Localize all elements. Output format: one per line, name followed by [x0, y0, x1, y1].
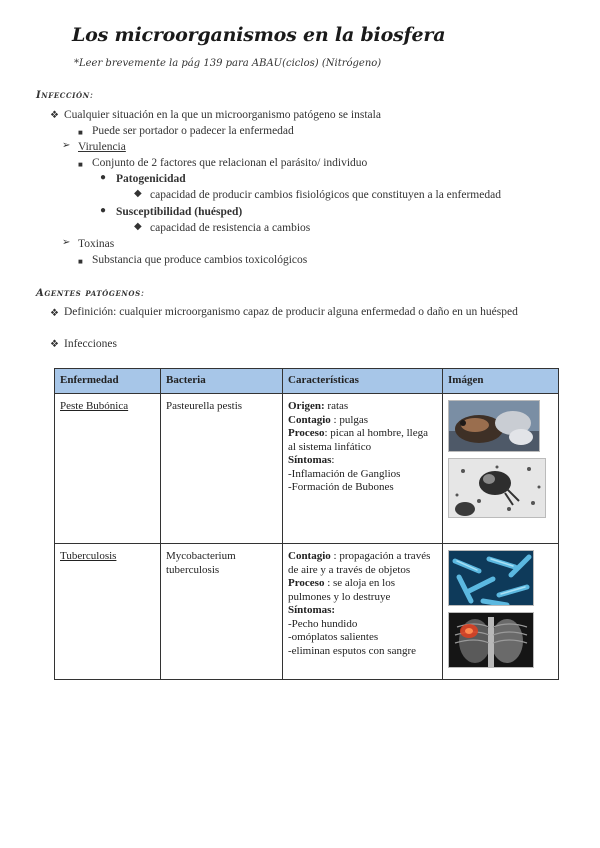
char-line: [288, 577, 437, 604]
section-heading-infeccion: [36, 90, 94, 101]
cell-imagen: [443, 394, 559, 544]
disease-name: Peste Bubónica: [60, 400, 129, 412]
char-line: [288, 454, 437, 468]
char-line: [288, 645, 437, 659]
char-text: -omóplatos salientes: [288, 631, 379, 643]
list-item-patogenicidad-def: capacidad de producir cambios fisiológicos que constituyen a la enfermedad: [150, 189, 501, 201]
cell-imagen: [443, 544, 559, 680]
header-imagen: Imágen: [443, 369, 559, 394]
char-line: [288, 631, 437, 645]
square-bullet-icon: ■: [78, 160, 83, 169]
cell-bacteria: Pasteurella pestis: [161, 394, 283, 544]
char-line: [288, 618, 437, 632]
table-row: [55, 544, 559, 680]
header-enfermedad: Enfermedad: [55, 369, 161, 394]
cell-enfermedad: [55, 544, 161, 680]
page-title: Los microorganismos en la biosfera: [72, 24, 446, 46]
header-bacteria: Bacteria: [161, 369, 283, 394]
diamond-bullet-icon: ◆: [134, 221, 142, 232]
char-label: Síntomas: [288, 454, 332, 466]
char-text: : pican al hombre, llega al sistema linfático: [288, 427, 428, 453]
char-text: : pulgas: [330, 413, 369, 426]
cell-caracteristicas: [283, 394, 443, 544]
char-text: ratas: [324, 400, 349, 412]
square-bullet-icon: ■: [78, 128, 83, 137]
arrow-bullet-icon: ➢: [62, 237, 71, 248]
char-text: : propagación a través de aire y a través de objetos: [288, 550, 431, 576]
disease-name: Tuberculosis: [60, 550, 117, 562]
char-line: [288, 414, 437, 428]
list-item-toxinas-def: Substancia que produce cambios toxicológicos: [92, 254, 308, 266]
heading-colon: :: [140, 288, 145, 299]
cell-bacteria: Mycobacterium tuberculosis: [161, 544, 283, 680]
diamond-bullet-icon: ❖: [50, 110, 59, 121]
char-text: :: [331, 454, 335, 466]
section-heading-agentes: [36, 288, 145, 299]
header-caracteristicas: Características: [283, 369, 443, 394]
list-item-virulencia-def: Conjunto de 2 factores que relacionan el parásito/ individuo: [92, 157, 368, 169]
char-text: -eliminan esputos con sangre: [288, 644, 416, 657]
char-line: [288, 604, 437, 618]
page-subtitle: *Leer brevemente la pág 139 para ABAU(ciclos) (Nitrógeno): [74, 58, 382, 69]
char-label: Síntomas:: [288, 604, 336, 616]
char-text: -Pecho hundido: [288, 617, 358, 630]
bacteria-micrograph-image: [448, 550, 534, 606]
char-line: [288, 550, 437, 577]
char-label: Proceso: [288, 427, 325, 439]
disease-table: [54, 368, 559, 680]
dot-bullet-icon: ●: [100, 205, 107, 216]
char-text: : se aloja en los pulmones y lo destruye: [288, 577, 396, 603]
lung-xray-image: [448, 612, 534, 668]
heading-colon: :: [89, 90, 94, 101]
char-line: [288, 481, 437, 495]
diamond-bullet-icon: ❖: [50, 339, 59, 350]
char-line: [288, 400, 437, 414]
section-heading-text: Infección: [36, 90, 90, 101]
flea-micrograph-image: [448, 458, 546, 518]
list-item-definicion: Cualquier situación en la que un microorganismo patógeno se instala: [64, 109, 381, 121]
list-item-definicion-agentes: Definición: cualquier microorganismo capaz de producir alguna enfermedad o daño en un huésped: [64, 306, 518, 318]
list-item-patogenicidad: Patogenicidad: [116, 173, 186, 185]
char-line: [288, 468, 437, 482]
char-label: Contagio: [288, 550, 331, 562]
list-item-virulencia: Virulencia: [78, 141, 126, 153]
cell-caracteristicas: [283, 544, 443, 680]
dot-bullet-icon: ●: [100, 172, 107, 183]
diamond-bullet-icon: ◆: [134, 188, 142, 199]
list-item-susceptibilidad-def: capacidad de resistencia a cambios: [150, 222, 311, 234]
char-label: Origen:: [288, 400, 325, 412]
arrow-bullet-icon: ➢: [62, 140, 71, 151]
square-bullet-icon: ■: [78, 257, 83, 266]
table-row: [55, 394, 559, 544]
rat-photo-image: [448, 400, 540, 452]
diamond-bullet-icon: ❖: [50, 308, 59, 319]
section-heading-text: Agentes patógenos: [36, 288, 141, 299]
list-item-toxinas: Toxinas: [78, 238, 115, 250]
char-line: [288, 427, 437, 454]
cell-enfermedad: [55, 394, 161, 544]
table-header-row: [55, 369, 559, 394]
char-label: Contagio: [288, 413, 331, 426]
list-item-susceptibilidad: Susceptibilidad (huésped): [116, 206, 243, 218]
list-item-portador: Puede ser portador o padecer la enfermedad: [92, 125, 294, 137]
char-text: -Inflamación de Ganglios: [288, 467, 401, 480]
char-text: -Formación de Bubones: [288, 481, 394, 493]
char-label: Proceso: [288, 577, 325, 589]
list-item-infecciones: Infecciones: [64, 338, 117, 350]
